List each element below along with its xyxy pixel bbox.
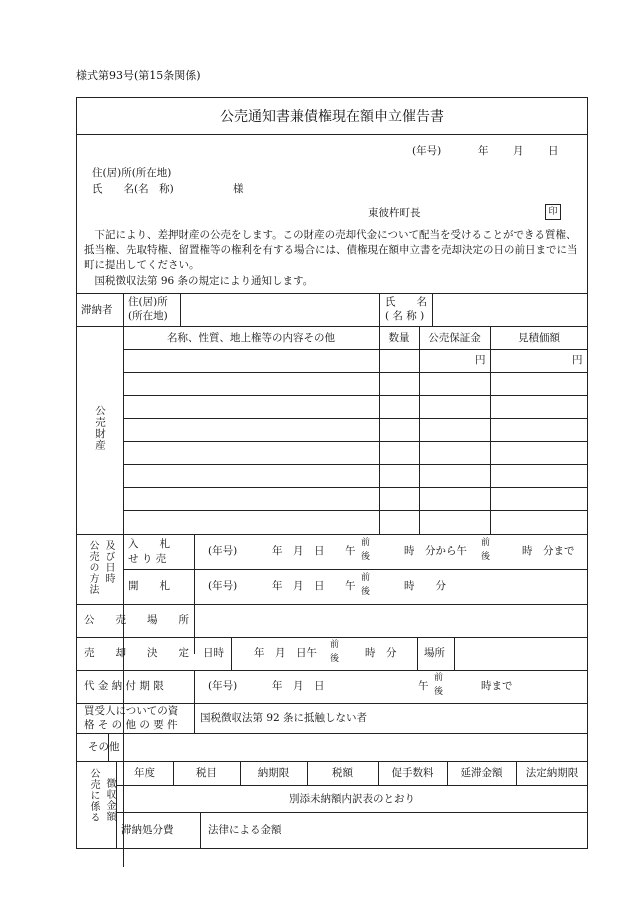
payment-go: 後 (434, 687, 444, 697)
col-divider (194, 670, 195, 703)
bid-era: (年号) (208, 545, 238, 557)
row-divider (116, 785, 588, 786)
seal-mark: 印 (545, 204, 561, 220)
row-divider (76, 534, 588, 535)
body-paragraph-2: 国税徴収法第 96 条の規定により通知します。 (84, 275, 314, 287)
estimate-unit: 円 (572, 354, 583, 366)
collection-header-arrears: 延滞金額 (460, 767, 503, 779)
col-divider (108, 733, 109, 761)
title-divider (76, 134, 588, 135)
row-divider (76, 604, 588, 605)
buyer-req-value: 国税徴収法第 92 条に抵触しない者 (200, 712, 368, 724)
row-divider (76, 761, 588, 762)
table-row (123, 441, 588, 442)
col-divider (200, 812, 201, 849)
bid-ampm: 午 (345, 545, 356, 557)
table-row (123, 372, 588, 373)
table-row (123, 487, 588, 488)
payment-deadline-label: 代 金 納 付 期 限 (84, 680, 164, 692)
payment-ampm: 午 (418, 680, 429, 692)
delinquent-label: 滞納者 (81, 304, 113, 316)
form-frame (76, 97, 588, 849)
property-side-label: 公売財産 (94, 405, 106, 451)
buyer-req-label-1: 買受人についての資 (84, 705, 179, 717)
col-divider (432, 293, 433, 326)
col-divider (194, 534, 195, 654)
open-hm: 時 分 (404, 580, 446, 592)
col-divider (379, 293, 380, 326)
delinquent-address-label-2: (所在地) (128, 310, 168, 322)
payment-until: 時まで (481, 680, 513, 692)
body-paragraph-1: 下記により、差押財産の公売をします。この財産の売却代金について配当を受けることができる質権、抵当権、先取特権、留置権等の権利を有する場合には、債権現在額申立書を売却決定の日の前日までに当町に提出してください。 (84, 229, 578, 271)
col-divider (419, 326, 420, 534)
collection-note: 別添未納額内訳表のとおり (289, 793, 415, 805)
bid-label-2: せ り 売 (128, 553, 167, 565)
payment-era: (年号) (208, 680, 238, 692)
bid-zen-2: 前 (481, 538, 491, 548)
row-divider (123, 349, 588, 350)
method-side-label-2: 及び日時 (103, 540, 114, 584)
open-ampm: 午 (345, 580, 356, 592)
sale-hm: 時 分 (365, 647, 397, 659)
sale-go: 後 (330, 654, 340, 664)
col-divider (454, 637, 455, 670)
payment-ymd: 年 月 日 (272, 680, 325, 692)
sale-place-label: 場所 (424, 647, 445, 659)
table-row (123, 395, 588, 396)
sale-zen: 前 (330, 640, 340, 650)
form-title: 公売通知書兼債権現在額申立催告書 (220, 109, 444, 125)
collection-header-fee: 促手数料 (391, 767, 434, 779)
collection-header-tax-amount: 税額 (332, 767, 353, 779)
issuer-name: 東彼杵町長 (368, 207, 421, 219)
buyer-req-label-2: 格 そ の 他 の 要 件 (84, 719, 178, 731)
property-header-description: 名称、性質、地上権等の内容その他 (167, 332, 335, 344)
delinquent-address-label-1: 住(居)所 (128, 296, 168, 308)
bid-zen: 前 (361, 538, 371, 548)
bid-label-1: 入 札 (128, 538, 170, 550)
fee-value: 法律による金額 (208, 824, 282, 836)
row-divider (76, 670, 588, 671)
collection-header-tax-item: 税目 (196, 767, 217, 779)
bid-go-2: 後 (481, 552, 491, 562)
open-go: 後 (361, 587, 371, 597)
property-header-deposit: 公売保証金 (428, 332, 481, 344)
bid-from: 時 分から午 (404, 545, 467, 557)
col-divider (231, 637, 232, 670)
bid-ymd: 年 月 日 (272, 545, 325, 557)
row-divider (76, 326, 588, 327)
collection-side-label-2: 徴収金額 (104, 778, 115, 822)
open-ymd: 年 月 日 (272, 580, 325, 592)
form-number: 様式第93号(第15条関係) (76, 69, 201, 82)
row-divider (123, 569, 588, 570)
other-label: その他 (88, 741, 120, 753)
date-day: 日 (548, 145, 559, 157)
col-divider (194, 703, 195, 733)
date-year: 年 (478, 145, 489, 157)
section-divider (76, 293, 588, 294)
collection-header-legal-due: 法定納期限 (525, 767, 579, 779)
row-divider (76, 703, 588, 704)
row-divider (76, 637, 588, 638)
col-divider (417, 637, 418, 670)
table-row (123, 418, 588, 419)
date-month: 月 (513, 145, 524, 157)
fee-label: 滞納処分費 (121, 824, 174, 836)
deposit-unit: 円 (475, 354, 486, 366)
recipient-honorific: 様 (233, 183, 244, 195)
open-zen: 前 (361, 573, 371, 583)
row-divider (76, 733, 588, 734)
property-header-quantity: 数量 (388, 332, 410, 344)
collection-side-label-1: 公売に係る (88, 768, 99, 823)
open-era: (年号) (208, 580, 238, 592)
recipient-name-label: 氏 名(名 称) (92, 183, 174, 195)
table-row (123, 464, 588, 465)
col-divider (123, 293, 124, 867)
place-label: 公 売 場 所 (84, 614, 189, 626)
sale-datetime-label: 日時 (203, 647, 224, 659)
table-row (123, 510, 588, 511)
col-divider (490, 326, 491, 534)
sale-ymd: 年 月 日午 (254, 647, 317, 659)
bid-go: 後 (361, 552, 371, 562)
bid-to: 時 分まで (522, 545, 575, 557)
property-header-estimate: 見積価額 (518, 332, 560, 344)
date-era: (年号) (412, 145, 442, 157)
open-label: 開 札 (128, 580, 170, 592)
recipient-address-label: 住(居)所(所在地) (92, 167, 172, 179)
col-divider (180, 293, 181, 326)
collection-header-due: 納期限 (257, 767, 290, 779)
sale-decision-label: 売 却 決 定 (84, 647, 189, 659)
col-divider (379, 326, 380, 534)
payment-zen: 前 (434, 673, 444, 683)
delinquent-name-label-2: ( 名 称 ) (385, 310, 425, 322)
delinquent-name-label-1: 氏 名 (385, 296, 427, 308)
collection-header-year: 年度 (134, 767, 155, 779)
row-divider (116, 812, 588, 813)
method-side-label-1: 公売の方法 (87, 540, 98, 595)
